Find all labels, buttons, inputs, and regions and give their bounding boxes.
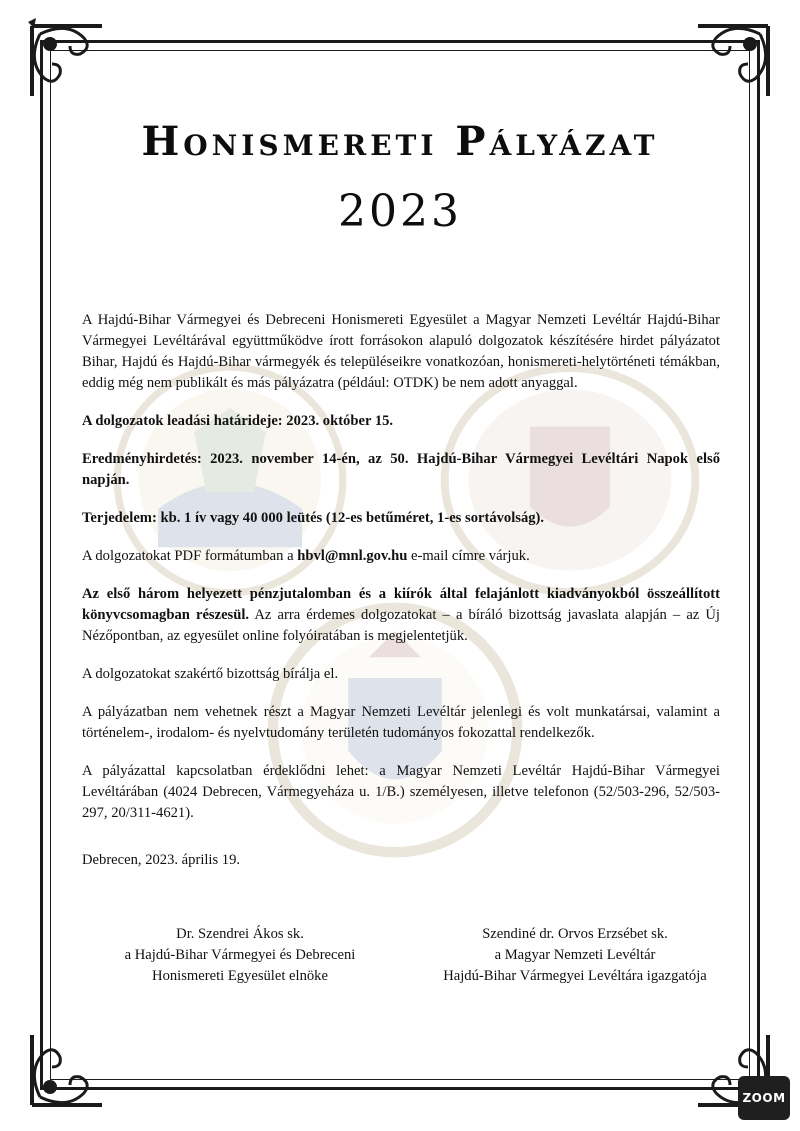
submit-text-end: e-mail címre várjuk. [407,548,530,564]
signature-left [90,924,390,987]
place-date: Debrecen, 2023. április 19. [82,852,241,868]
ornamental-corner-icon [22,16,112,106]
signatory-title-line: a Hajdú-Bihar Vármegyei és Debreceni [124,947,356,963]
signatory-name: Szendiné dr. Orvos Erzsébet sk. [482,926,668,942]
signatory-title-line: Honismereti Egyesület elnöke [152,968,328,984]
page-title: Honismereti Pályázat [141,118,659,165]
prize-bold-text: Az első három helyezett pénzjutalomban és a kiírók által felajánlott kiadványokból összeállított könyvcsomagban részesül. [82,586,720,623]
prize-paragraph [82,584,720,647]
prize-rest-text: Az arra érdemes dolgozatokat – a bíráló bizottság javaslata alapján – az Új Nézőpontban, az egyesület online folyóiratában is megjelentetjük. [82,607,720,644]
signature-right [420,924,730,987]
deadline-paragraph: A dolgozatok leadási határideje: 2023. október 15. [82,413,394,429]
submit-paragraph [82,546,720,567]
zoom-badge[interactable]: ZOOM [738,1076,790,1120]
ornamental-corner-icon [688,16,778,106]
jury-paragraph: A dolgozatokat szakértő bizottság bírálja el. [82,666,339,682]
results-paragraph: Eredményhirdetés: 2023. november 14-én, az 50. Hajdú-Bihar Vármegyei Levéltári Napok első napján. [82,451,720,488]
submit-email-link[interactable]: hbvl@mnl.gov.hu [297,548,408,564]
length-paragraph: Terjedelem: kb. 1 ív vagy 40 000 leütés (12-es betűméret, 1-es sortávolság). [82,510,545,526]
signatory-title-line: Hajdú-Bihar Vármegyei Levéltára igazgatója [443,968,707,984]
signatory-name: Dr. Szendrei Ákos sk. [176,926,304,942]
page-year: 2023 [338,186,462,237]
intro-paragraph: A Hajdú-Bihar Vármegyei és Debreceni Honismereti Egyesület a Magyar Nemzeti Levéltár Hajdú-Bihar Vármegyei Levéltárával együttműködve írott forrásokon alapuló dolgozatok készítésére hirdet pályázatot Bihar, Hajdú és Hajdú-Bihar vármegyék és településeikre vonatkozóan, honismereti-helytörténeti témákban, eddig még nem publikált és más pályázatra (például: OTDK) be nem adott anyaggal. [82,312,720,391]
signatory-title-line: a Magyar Nemzeti Levéltár [494,947,656,963]
exclusion-paragraph: A pályázatban nem vehetnek részt a Magyar Nemzeti Levéltár jelenlegi és volt munkatársai, valamint a történelem-, irodalom- és nyelvtudomány területén tudományos fokozattal rendelkezők. [82,704,720,741]
contact-paragraph: A pályázattal kapcsolatban érdeklődni lehet: a Magyar Nemzeti Levéltár Hajdú-Bihar Vármegyei Levéltárában (4024 Debrecen, Vármegyeháza u. 1/B.) személyesen, illetve telefonon (52/503-296, 52/503-297, 20/311-4621). [82,763,720,821]
announcement-body [82,310,720,888]
ornamental-corner-icon [22,1025,112,1115]
submit-text: A dolgozatokat PDF formátumban a [82,548,298,564]
